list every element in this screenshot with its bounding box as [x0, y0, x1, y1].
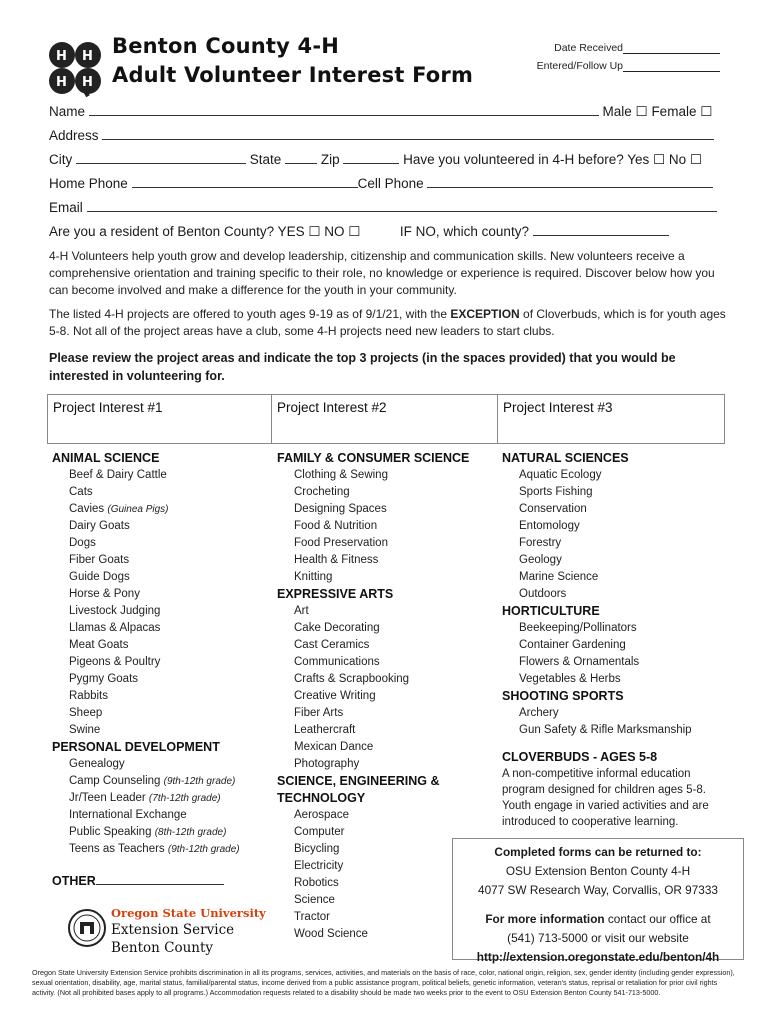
osu-extension: Extension Service	[111, 922, 235, 938]
nondiscrimination-footer: Oregon State University Extension Service prohibits discrimination in all its programs, services, activities, and materials on the basis of race, color, national origin, religion, sex, gender identity (including gender expression), sexual orientation, disability, age, marital status, familial/parental status, income derived from a public assistance program, political beliefs, genetic information, veteran's status, reprisal or retaliation for prior civil rights activity. (Not all prohibited bases apply to all programs.) Accommodation requests related to a disability should be made two weeks prior to the event to OSU Extension Benton County 541-713-5000.	[32, 968, 735, 997]
list-item: Geology	[519, 554, 562, 566]
list-item: Aerospace	[294, 809, 349, 821]
more-info-line	[453, 910, 743, 929]
list-item: Crafts & Scrapbooking	[294, 673, 410, 685]
natural-sciences-heading: NATURAL SCIENCES	[502, 451, 629, 465]
svg-text:H: H	[56, 75, 67, 90]
resident-checkbox[interactable]: Are you a resident of Benton County? YES ☐ NO ☐	[49, 224, 361, 239]
svg-text:H: H	[56, 49, 67, 64]
list-item: Forestry	[519, 537, 562, 549]
phone-line: (541) 713-5000 or visit our website	[507, 931, 689, 945]
list-item: Fiber Arts	[294, 707, 344, 719]
state-field[interactable]	[285, 150, 317, 164]
set-heading-1: SCIENCE, ENGINEERING &	[277, 774, 440, 788]
name-field[interactable]	[89, 102, 599, 116]
list-item: Beef & Dairy Cattle	[69, 469, 167, 481]
list-item: Science	[294, 894, 335, 906]
return-address: 4077 SW Research Way, Corvallis, OR 97333	[478, 883, 718, 897]
list-item: Wood Science	[294, 928, 368, 940]
list-item: Art	[294, 605, 309, 617]
list-item: Container Gardening	[519, 639, 626, 651]
list-item: Camp Counseling (9th-12th grade)	[69, 775, 236, 787]
project-interest-2-box[interactable]: Project Interest #2	[271, 394, 498, 444]
list-item: Robotics	[294, 877, 339, 889]
cloverbuds-description: A non-competitive informal education program designed for children ages 5-8. Youth engage in varied activities and are introduced to cooperative learning.	[502, 768, 709, 828]
list-item: Genealogy	[69, 758, 125, 770]
other-county-field[interactable]	[533, 222, 669, 236]
age-paragraph-a: The listed 4-H projects are offered to youth ages 9-19 as of 9/1/21, with the	[49, 307, 451, 321]
osu-seal-icon	[67, 898, 107, 962]
project-interest-1-box[interactable]: Project Interest #1	[47, 394, 272, 444]
list-item: Outdoors	[519, 588, 567, 600]
city-label: City	[49, 152, 73, 167]
shooting-sports-heading: SHOOTING SPORTS	[502, 689, 624, 703]
expressive-arts-heading: EXPRESSIVE ARTS	[277, 587, 394, 601]
review-instructions: Please review the project areas and indicate the top 3 projects (in the spaces provided) that you would be interested in volunteering for.	[49, 351, 676, 383]
other-row	[52, 872, 267, 890]
list-item: Jr/Teen Leader (7th-12th grade)	[69, 792, 221, 804]
city-field[interactable]	[76, 150, 246, 164]
list-item: Fiber Goats	[69, 554, 130, 566]
list-item: Computer	[294, 826, 345, 838]
return-heading: Completed forms can be returned to:	[494, 845, 702, 859]
entered-follow-up-label: Entered/Follow Up	[536, 60, 623, 72]
list-item: Teens as Teachers (9th-12th grade)	[69, 843, 240, 855]
email-row	[49, 198, 717, 217]
svg-text:H: H	[82, 75, 93, 90]
list-item: Swine	[69, 724, 101, 736]
4h-clover-logo-icon	[45, 38, 105, 98]
list-item: Cats	[69, 486, 93, 498]
list-item: Crocheting	[294, 486, 350, 498]
cell-phone-field[interactable]	[427, 174, 713, 188]
column-3	[502, 450, 732, 830]
title-line-2: Adult Volunteer Interest Form	[112, 63, 474, 87]
home-phone-field[interactable]	[132, 174, 358, 188]
svg-text:H: H	[82, 49, 93, 64]
list-item: Tractor	[294, 911, 330, 923]
date-received-line[interactable]	[623, 43, 720, 54]
more-info-bold: For more information	[485, 912, 605, 926]
list-item: Archery	[519, 707, 559, 719]
list-item: Cavies (Guinea Pigs)	[69, 503, 169, 515]
cloverbuds-heading: CLOVERBUDS - AGES 5-8	[502, 750, 658, 764]
other-label: OTHER	[52, 874, 96, 888]
project-interest-3-box[interactable]: Project Interest #3	[497, 394, 725, 444]
address-label: Address	[49, 128, 99, 143]
list-item: Knitting	[294, 571, 333, 583]
email-field[interactable]	[87, 198, 717, 212]
family-consumer-heading: FAMILY & CONSUMER SCIENCE	[277, 451, 470, 465]
list-item: Pygmy Goats	[69, 673, 139, 685]
list-item: Creative Writing	[294, 690, 376, 702]
cell-phone-label: Cell Phone	[357, 176, 424, 191]
list-item: Meat Goats	[69, 639, 129, 651]
zip-label: Zip	[320, 152, 340, 167]
osu-extension-logo	[67, 898, 266, 962]
city-row	[49, 150, 717, 169]
phone-row	[49, 174, 717, 193]
email-label: Email	[49, 200, 83, 215]
state-label: State	[249, 152, 282, 167]
osu-county: Benton County	[111, 940, 214, 956]
list-item: Entomology	[519, 520, 580, 532]
column-1	[52, 450, 267, 890]
other-field[interactable]	[96, 872, 224, 885]
volunteered-before-checkbox[interactable]: Have you volunteered in 4-H before? Yes ☐ No ☐	[403, 152, 703, 167]
list-item: Photography	[294, 758, 360, 770]
list-item: Conservation	[519, 503, 587, 515]
list-item: Pigeons & Poultry	[69, 656, 161, 668]
list-item: Flowers & Ornamentals	[519, 656, 640, 668]
list-item: Dairy Goats	[69, 520, 130, 532]
name-row	[49, 102, 717, 121]
entered-follow-up-line[interactable]	[623, 61, 720, 72]
set-heading-2: TECHNOLOGY	[277, 791, 366, 805]
entered-follow-up	[537, 60, 720, 72]
list-item: Cake Decorating	[294, 622, 380, 634]
exception-word: EXCEPTION	[450, 307, 520, 321]
list-item: Clothing & Sewing	[294, 469, 388, 481]
animal-science-heading: ANIMAL SCIENCE	[52, 451, 160, 465]
list-item: Food & Nutrition	[294, 520, 378, 532]
date-received-label: Date Received	[554, 42, 623, 54]
list-item: Sheep	[69, 707, 103, 719]
list-item: Marine Science	[519, 571, 599, 583]
home-phone-label: Home Phone	[49, 176, 128, 191]
list-item: Horse & Pony	[69, 588, 140, 600]
resident-row	[49, 222, 717, 241]
zip-field[interactable]	[343, 150, 399, 164]
list-item: Electricity	[294, 860, 344, 872]
list-item: Aquatic Ecology	[519, 469, 602, 481]
personal-development-heading: PERSONAL DEVELOPMENT	[52, 740, 220, 754]
list-item: Health & Fitness	[294, 554, 379, 566]
return-office: OSU Extension Benton County 4-H	[505, 864, 691, 878]
list-item: Designing Spaces	[294, 503, 387, 515]
list-item: Communications	[294, 656, 380, 668]
form-title	[112, 32, 473, 90]
age-paragraph-b: of Cloverbuds, which is for youth ages 5-8. Not all of the project areas have a club, some 4-H projects need new leaders to start clubs.	[49, 307, 726, 338]
address-row	[49, 126, 717, 145]
list-item: Bicycling	[294, 843, 340, 855]
list-item: Vegetables & Herbs	[519, 673, 621, 685]
website-link[interactable]: http://extension.oregonstate.edu/benton/4h	[476, 950, 720, 964]
date-received	[554, 42, 720, 54]
list-item: Dogs	[69, 537, 96, 549]
list-item: Leathercraft	[294, 724, 356, 736]
address-field[interactable]	[102, 126, 714, 140]
more-info-rest: contact our office at	[604, 912, 711, 926]
list-item: Livestock Judging	[69, 605, 161, 617]
list-item: International Exchange	[69, 809, 187, 821]
list-item: Beekeeping/Pollinators	[519, 622, 637, 634]
list-item: Guide Dogs	[69, 571, 130, 583]
list-item: Mexican Dance	[294, 741, 374, 753]
name-label: Name	[49, 104, 86, 119]
osu-name: Oregon State University	[111, 906, 266, 920]
horticulture-heading: HORTICULTURE	[502, 604, 600, 618]
title-line-1: Benton County 4-H	[112, 34, 340, 58]
male-checkbox[interactable]: Male ☐	[602, 104, 648, 119]
list-item: Gun Safety & Rifle Marksmanship	[519, 724, 692, 736]
list-item: Public Speaking (8th-12th grade)	[69, 826, 227, 838]
other-county-label: IF NO, which county?	[399, 224, 529, 239]
intro-paragraph: 4-H Volunteers help youth grow and develop leadership, citizenship and communication skills. New volunteers receive a comprehensive orientation and training specific to their role, no knowledge or experience is required. Discover below how you can become involved and make a difference for the youth in your community.	[49, 249, 715, 297]
age-paragraph	[49, 306, 734, 340]
list-item: Cast Ceramics	[294, 639, 370, 651]
list-item: Sports Fishing	[519, 486, 593, 498]
female-checkbox[interactable]: Female ☐	[651, 104, 713, 119]
return-info-box	[452, 838, 744, 964]
list-item: Llamas & Alpacas	[69, 622, 161, 634]
list-item: Rabbits	[69, 690, 108, 702]
list-item: Food Preservation	[294, 537, 388, 549]
